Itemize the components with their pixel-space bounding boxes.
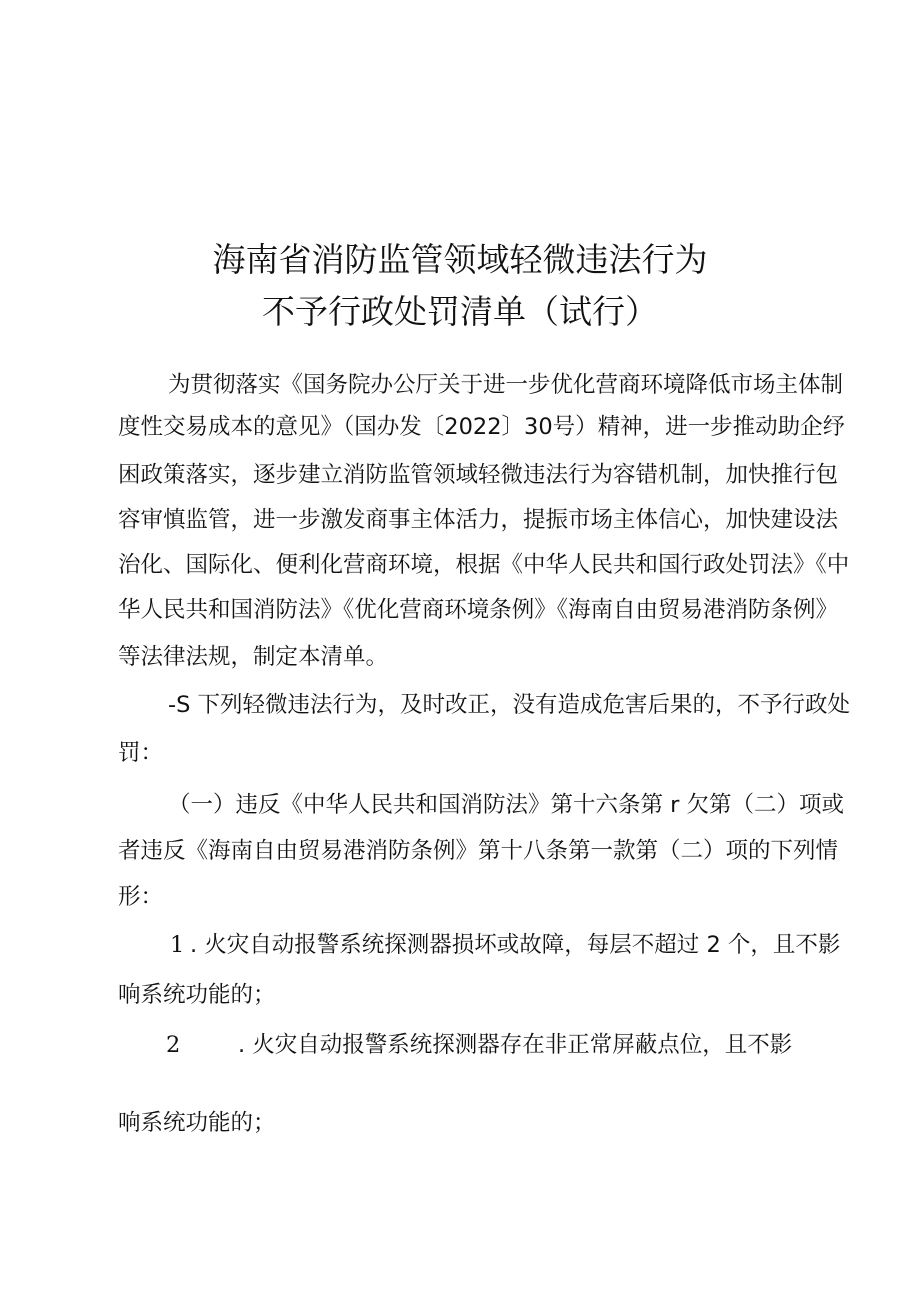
intro-line-7: 等法律法规，制定本清单。 [118,644,389,670]
item-one-line-3: 形： [118,884,164,910]
sub-item-1-text: . 火灾自动报警系统探测器损坏或故障，每层不超过 2 个，且不影 [190,932,841,958]
document-title-line-1: 海南省消防监管领域轻微违法行为 [212,240,708,279]
intro-line-6: 华人民共和国消防法》《优化营商环境条例》《海南自由贸易港消防条例》 [118,597,839,623]
section-one-line-1: -S 下列轻微违法行为，及时改正，没有造成危害后果的，不予行政处 [168,692,851,718]
sub-item-1-number: 1 [170,932,185,958]
item-one-line-2: 者违反《海南自由贸易港消防条例》第十八条第一款第（二）项的下列情 [118,838,839,864]
item-one-line-1: （一）违反《中华人民共和国消防法》第十六条第 r 欠第（二）项或 [168,792,845,818]
sub-item-2-text: . 火灾自动报警系统探测器存在非正常屏蔽点位，且不影 [238,1032,793,1058]
intro-line-2: 度性交易成本的意见》（国办发〔2022〕30号）精神，进一步推动助企纾 [118,414,846,440]
section-one-line-2: 罚： [118,740,164,766]
intro-line-4: 容审慎监管，进一步激发商事主体活力，提振市场主体信心，加快建设法 [118,507,839,533]
document-title-line-2: 不予行政处罚清单（试行） [262,292,658,331]
sub-item-2-continuation: 响系统功能的； [118,1110,276,1136]
intro-line-1: 为贯彻落实《国务院办公厅关于进一步优化营商环境降低市场主体制 [168,372,844,398]
sub-item-2-number: 2 [166,1032,181,1058]
intro-line-5: 治化、国际化、便利化营商环境，根据《中华人民共和国行政处罚法》《中 [118,552,850,578]
sub-item-1-continuation: 响系统功能的； [118,982,276,1008]
intro-line-3: 困政策落实，逐步建立消防监管领域轻微违法行为容错机制，加快推行包 [118,462,839,488]
